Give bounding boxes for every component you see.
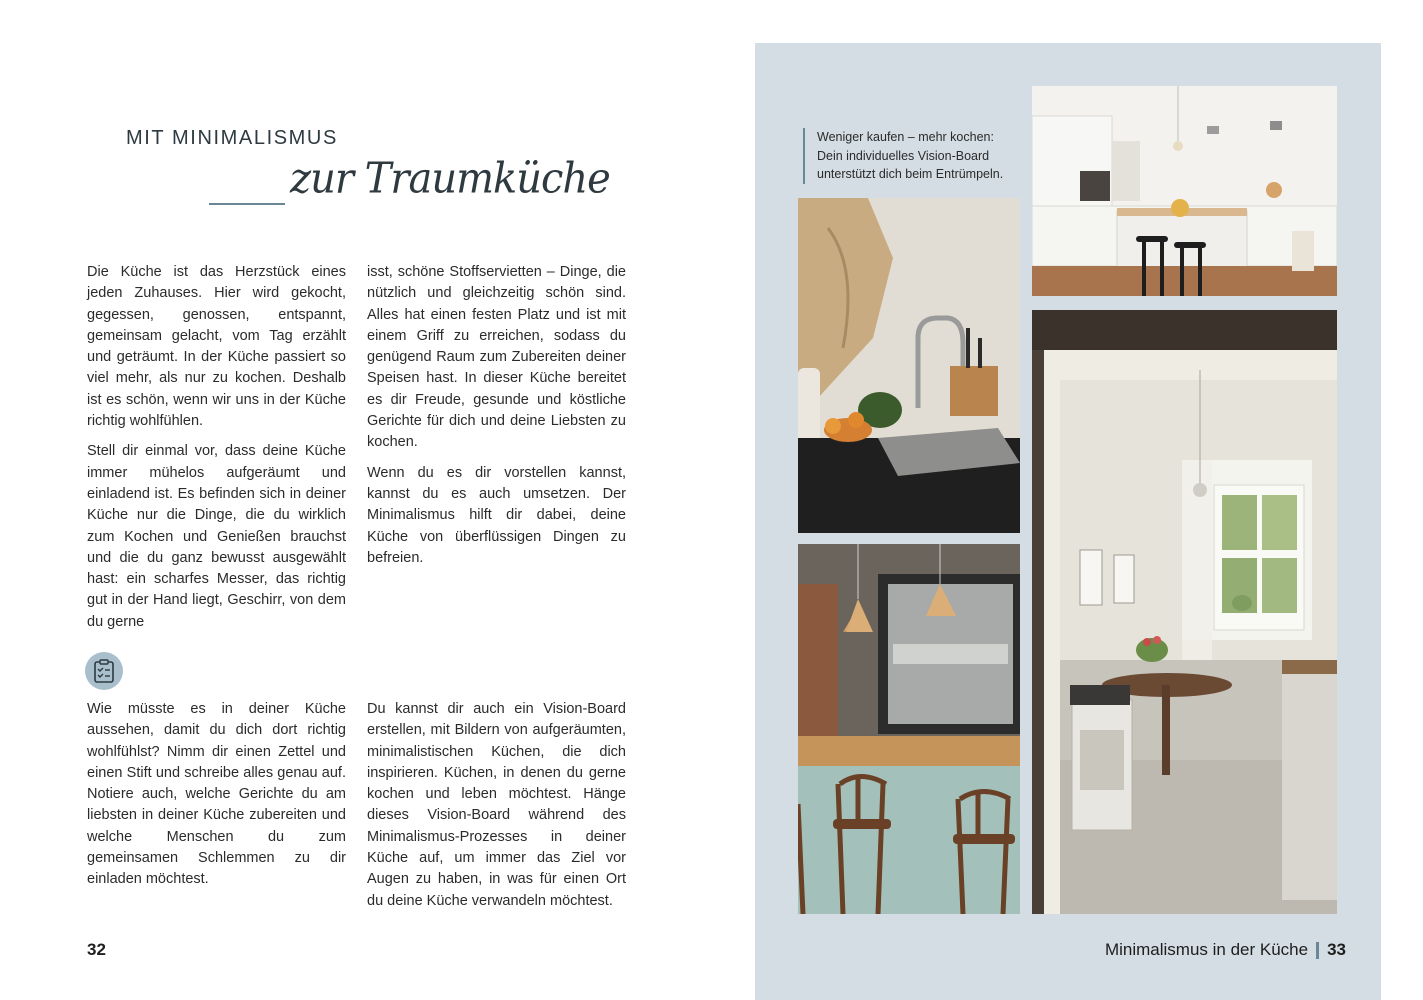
- caption-line: unterstützt dich beim Entrümpeln.: [817, 167, 1004, 181]
- body-paragraph: isst, schöne Stoffservietten – Dinge, die nützlich und gleichzeitig schön sind. Alles hat einen festen Platz und ist mit einem Griff zu erreichen, sodass du genügend Raum zum Zubereiten deiner Speisen hast. In dieser Küche bereitet es dir Freude, gesunde und köstliche Gerichte für dich und deine Liebsten zu kochen.: [367, 264, 626, 451]
- text-column-1: [87, 262, 346, 642]
- text-column-4: [367, 699, 626, 921]
- page-heading: MIT MINIMALISMUS: [126, 127, 338, 149]
- photo-counter-stools: [798, 544, 1020, 914]
- heading-rule: [209, 203, 285, 205]
- script-title: zur Traumküche: [290, 154, 610, 204]
- text-column-3: [87, 699, 346, 900]
- photo-sink-pampas: [798, 198, 1020, 533]
- photo-caption: [803, 128, 1042, 184]
- body-paragraph: Wenn du es dir vorstellen kannst, kannst du es auch umsetzen. Der Minimalismus hilft dir dabei, deine Küche von überflüssigen Dingen zu befreien.: [367, 464, 626, 566]
- body-paragraph: Wie müsste es in deiner Küche aussehen, damit du dich dort richtig wohlfühlst? Nimm dir einen Zettel und einen Stift und schreibe alles genau auf. Notiere auch, welche Gerichte du am liebsten in deiner Küche zubereiten und welche Menschen du zum gemeinsamen Schlemmen zu dir einladen möchtest.: [87, 701, 346, 888]
- body-paragraph: Stell dir einmal vor, dass deine Küche immer mühelos aufgeräumt und einladend ist. Es befinden sich in deiner Küche nur die Dinge, die du wirklich zum Kochen und Genießen brauchst und die du ganz bewusst ausgewählt hast: ein scharfes Messer, das richtig gut in der Hand liegt, Geschirr, von dem du gerne: [87, 443, 346, 630]
- footer-separator: [1316, 942, 1319, 959]
- photo-doorway-kitchen: [1032, 310, 1337, 914]
- page-number-left: 32: [87, 940, 106, 959]
- page-number-right: 33: [1327, 940, 1346, 959]
- body-paragraph: Die Küche ist das Herzstück eines jeden Zuhauses. Hier wird gekocht, gegessen, genossen, entspannt, gemeinsam gelacht, vom Tag erzählt und geträumt. In der Küche passiert so viel mehr, als nur zu kochen. Deshalb ist es schön, wenn wir uns in der Küche richtig wohlfühlen.: [87, 264, 346, 430]
- caption-line: Dein individuelles Vision-Board: [817, 148, 990, 163]
- text-column-2: [367, 262, 626, 578]
- clipboard-checklist-icon: [85, 652, 123, 690]
- photo-white-kitchen: [1032, 86, 1337, 296]
- running-footer: [1105, 940, 1346, 960]
- footer-title: Minimalismus in der Küche: [1104, 940, 1309, 959]
- caption-line: Weniger kaufen – mehr kochen:: [817, 130, 994, 144]
- body-paragraph: Du kannst dir auch ein Vision-Board erstellen, mit Bildern von aufgeräumten, minimalistischen Küchen, die dich inspirieren. Küchen, in denen du gerne kochen und leben möchtest. Hänge dieses Vision-Board während des Minimalismus-Prozesses in deiner Küche auf, um immer das Ziel vor Augen zu haben, in was für einen Ort du deine Küche verwandeln möchtest.: [367, 701, 626, 909]
